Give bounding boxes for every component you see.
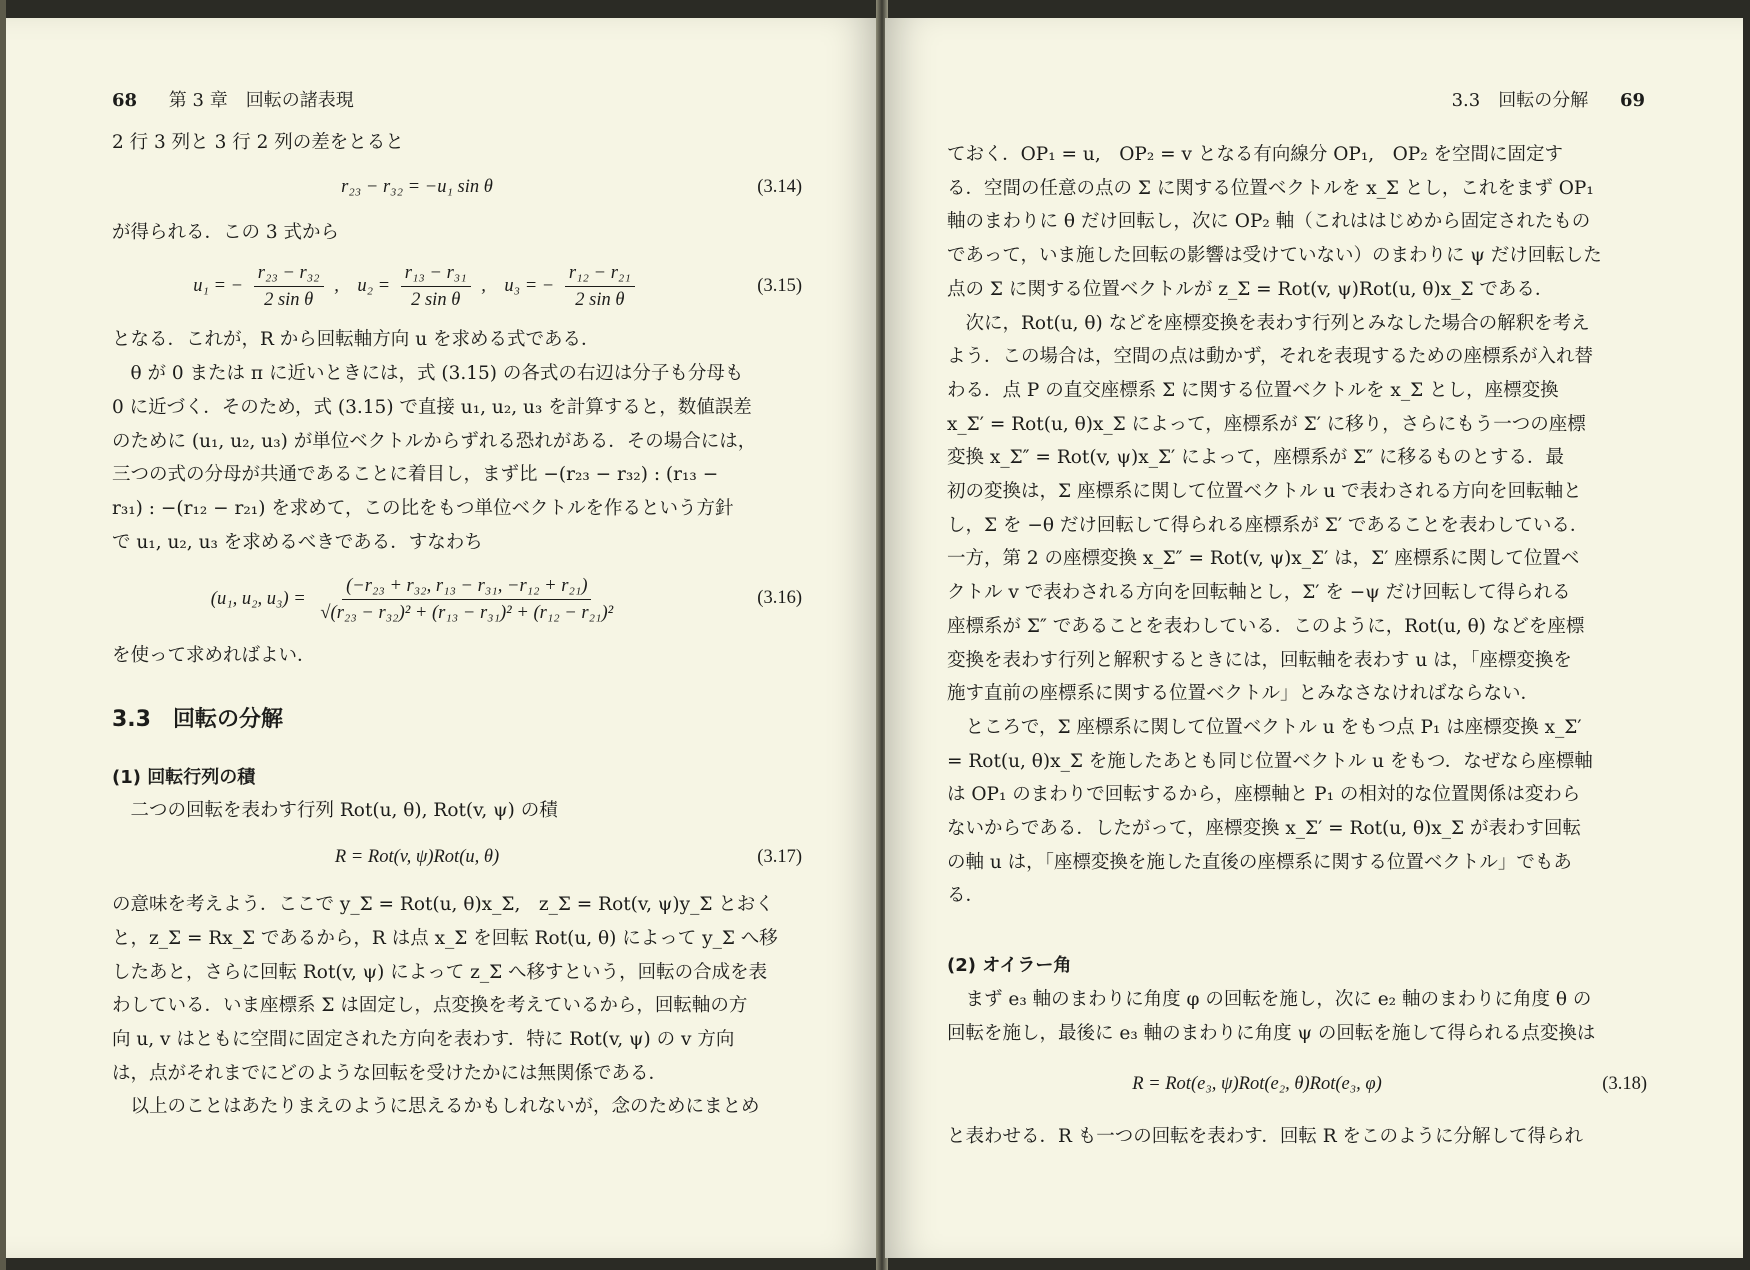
fraction-u2-den: 2 sin θ (411, 289, 461, 310)
text-line: x_Σ′ = Rot(u, θ)x_Σ によって，座標系が Σ′ に移り，さらにもう一つの座標 (947, 413, 1586, 435)
text-line: は OP₁ のまわりで回転するから，座標軸と P₁ の相対的な位置関係は変わら (947, 784, 1581, 806)
equation-3-14 (112, 160, 802, 216)
right-header (1452, 86, 1645, 112)
text-line: 0 に近づく．そのため，式 (3.15) で直接 u₁, u₂, u₃ を計算すると，数値誤差 (112, 396, 752, 418)
eq-3-15-u1-lhs: u₁ = − (193, 275, 244, 296)
para-use: を使って求めればよい． (112, 645, 316, 667)
left-header (112, 86, 354, 112)
text-line: ないからである．したがって，座標変換 x_Σ′ = Rot(u, θ)x_Σ が表わす回転 (947, 818, 1581, 840)
right-page (885, 18, 1743, 1258)
text-line: と，z_Σ = Rx_Σ であるから，R は点 x_Σ を回転 Rot(u, θ) によって y_Σ へ移 (112, 927, 778, 949)
para-from3: が得られる．この 3 式から (112, 221, 340, 243)
subsection-2-title: (2) オイラー角 (947, 955, 1072, 977)
equation-3-17 (112, 828, 802, 888)
text-line: 一方，第 2 の座標変換 x_Σ″ = Rot(v, ψ)x_Σ′ は，Σ′ 座標系に関して位置ベ (947, 548, 1580, 570)
text-line: で u₁, u₂, u₃ を求めるべきである．すなわち (112, 531, 483, 553)
text-line: θ が 0 または π に近いときには，式 (3.15) の各式の右辺は分子も分母も (130, 363, 744, 385)
text-line: わしている．いま座標系 Σ は固定し，点変換を考えているから，回転軸の方 (112, 995, 748, 1017)
text-line: 三つの式の分母が共通であることに着目し，まず比 −(r₂₃ − r₃₂) : (r₁₃ − (112, 464, 719, 486)
fraction-u3-num: r₁₂ − r₂₁ (565, 260, 635, 287)
eq-3-15-number: (3.15) (757, 275, 802, 296)
para-result: となる．これが，R から回転軸方向 u を求める式である． (112, 329, 600, 351)
text-line: = Rot(u, θ)x_Σ を施したあとも同じ位置ベクトル u をもつ．なぜなら座標軸 (947, 750, 1593, 772)
eq-3-14-body: r₂₃ − r₃₂ = −u₁ sin θ (341, 176, 493, 197)
fraction-u1 (254, 260, 324, 313)
text-line: る． (947, 885, 985, 907)
subsection-1-title: (1) 回転行列の積 (112, 766, 256, 788)
para-product: 二つの回転を表わす行列 Rot(u, θ), Rot(v, ψ) の積 (130, 800, 558, 822)
fraction-u3-den: 2 sin θ (575, 289, 625, 310)
para-theta (112, 357, 802, 559)
text-line: 変換 x_Σ″ = Rot(v, ψ)x_Σ′ によって，座標系が Σ″ に移るものとする．最 (947, 447, 1565, 469)
text-line: 初の変換は，Σ 座標系に関して位置ベクトル u で表わされる方向を回転軸と (947, 481, 1582, 503)
eq-3-17-body: R = Rot(v, ψ)Rot(u, θ) (334, 847, 500, 868)
page-number-right: 69 (1619, 90, 1645, 111)
text-line: クトル v で表わされる方向を回転軸とし，Σ′ を −ψ だけ回転して得られる (947, 582, 1571, 604)
page-number-left: 68 (112, 90, 138, 111)
text-line: ところで，Σ 座標系に関して位置ベクトル u をもつ点 P₁ は座標変換 x_Σ′ (965, 716, 1582, 738)
text-line: の軸 u は，「座標変換を施した直後の座標系に関する位置ベクトル」でもあ (947, 851, 1572, 873)
text-line: r₃₁) : −(r₁₂ − r₂₁) を求めて，この比をもつ単位ベクトルを作るという方針 (112, 497, 734, 519)
fraction-3-16 (316, 573, 617, 626)
fraction-u1-num: r₂₃ − r₃₂ (254, 260, 324, 287)
para-tokoro (947, 711, 1647, 913)
eq-3-15-u2-lhs: , u₂ = (334, 275, 391, 296)
eq-3-14-number: (3.14) (757, 176, 802, 197)
equation-3-15 (112, 249, 802, 323)
text-line: 軸のまわりに θ だけ回転し，次に OP₂ 軸（これははじめから固定されたもの (947, 211, 1591, 233)
text-line: ておく．OP₁ = u, OP₂ = v となる有向線分 OP₁, OP₂ を空間に固定す (947, 144, 1564, 165)
eq-3-18-body: R = Rot(e₃, ψ)Rot(e₂, θ)Rot(e₃, φ) (1132, 1074, 1382, 1095)
para-coord (947, 307, 1647, 711)
fraction-u1-den: 2 sin θ (264, 289, 314, 310)
text-line: 変換を表わす行列と解釈するときには，回転軸を表わす u は，「座標変換を (947, 649, 1572, 671)
fraction-u2 (401, 260, 471, 313)
fraction-u3 (565, 260, 635, 313)
section-title: 3.3 回転の分解 (112, 707, 283, 733)
running-head-right: 3.3 回転の分解 (1451, 90, 1589, 111)
text-line: る．空間の任意の点の Σ に関する位置ベクトルを x_Σ とし，これをまず OP₁ (947, 177, 1594, 199)
para-last: 以上のことはあたりまえのように思えるかもしれないが，念のためにまとめ (130, 1096, 760, 1118)
text-line: 座標系が Σ″ であることを表わしている．このように，Rot(u, θ) などを座標 (947, 615, 1585, 637)
text-line: し，Σ を −θ だけ回転して得られる座標系が Σ′ であることを表わしている． (947, 514, 1589, 536)
eq-3-16-number: (3.16) (757, 588, 802, 609)
text-line: 施す直前の座標系に関する位置ベクトル」とみなさなければならない． (947, 683, 1540, 705)
equation-3-16 (112, 559, 802, 639)
para-fix (947, 138, 1647, 307)
text-line: は，点がそれまでにどのような回転を受けたかには無関係である． (112, 1062, 668, 1084)
text-line: わる．点 P の直交座標系 Σ に関する位置ベクトルを x_Σ とし，座標変換 (947, 379, 1559, 401)
fraction-u2-num: r₁₃ − r₃₁ (401, 260, 471, 287)
eq-3-18-number: (3.18) (1602, 1074, 1647, 1095)
eq-3-17-number: (3.17) (757, 847, 802, 868)
para-final: と表わせる．R も一つの回転を表わす．回転 R をこのように分解して得られ (947, 1126, 1584, 1148)
para-euler (947, 983, 1647, 1050)
text-line: 向 u, v はともに空間に固定された方向を表わす．特に Rot(v, ψ) の v 方向 (112, 1028, 735, 1050)
text-line: のために (u₁, u₂, u₃) が単位ベクトルからずれる恐れがある．その場合には， (112, 430, 757, 452)
fraction-3-16-den: √(r₂₃ − r₃₂)² + (r₁₃ − r₃₁)² + (r₁₂ − r₂₁)² (320, 602, 614, 623)
para-meaning (112, 888, 802, 1090)
text-line: したあと，さらに回転 Rot(v, ψ) によって z_Σ へ移すという，回転の合成を表 (112, 961, 768, 983)
right-text (947, 138, 1647, 1154)
text-line: 次に，Rot(u, θ) などを座標変換を表わす行列とみなした場合の解釈を考え (965, 312, 1590, 334)
running-head-left: 第 3 章 回転の諸表現 (168, 90, 354, 111)
text-line: 回転を施し，最後に e₃ 軸のまわりに角度 ψ の回転を施して得られる点変換は (947, 1022, 1596, 1044)
text-line: まず e₃ 軸のまわりに角度 φ の回転を施し，次に e₂ 軸のまわりに角度 θ の (965, 988, 1592, 1010)
fraction-3-16-num: (−r₂₃ + r₃₂, r₁₃ − r₃₁, −r₁₂ + r₂₁) (342, 573, 591, 600)
eq-3-15-u3-lhs: , u₃ = − (481, 275, 555, 296)
equation-3-18 (947, 1050, 1647, 1120)
para-intro: 2 行 3 列と 3 行 2 列の差をとると (112, 132, 404, 153)
text-line: であって，いま施した回転の影響は受けていない）のまわりに ψ だけ回転した (947, 245, 1602, 267)
left-text (112, 126, 802, 1124)
left-page (6, 18, 878, 1258)
text-line: よう．この場合は，空間の点は動かず，それを表現するための座標系が入れ替 (947, 346, 1594, 368)
text-line: 点の Σ に関する位置ベクトルが z_Σ = Rot(v, ψ)Rot(u, θ)x_Σ である． (947, 278, 1554, 300)
eq-3-16-lhs: (u₁, u₂, u₃) = (210, 588, 306, 609)
text-line: の意味を考えよう．ここで y_Σ = Rot(u, θ)x_Σ, z_Σ = Rot(v, ψ)y_Σ とおく (112, 894, 774, 916)
